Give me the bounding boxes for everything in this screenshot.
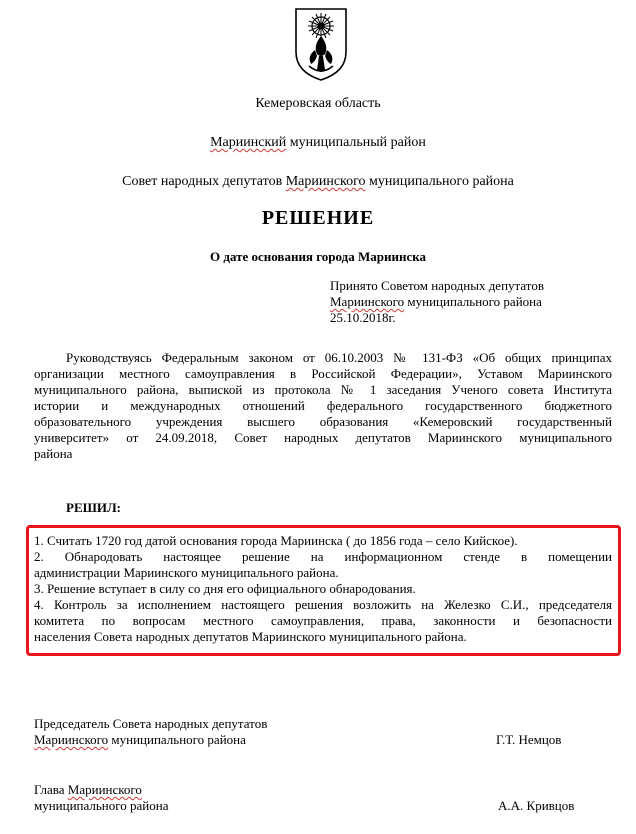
council-title (0, 174, 636, 190)
resolution-item-1: 1. Считать 1720 год датой основания города Мариинска ( до 1856 года – село Кийское). (34, 533, 518, 548)
preamble-line: муниципального района, выпиской из протокола № 1 заседания Ученого совета Института (34, 382, 612, 397)
chair-title-word: Мариинского (34, 732, 109, 747)
preamble-line: Руководствуясь Федеральным законом от 06.10.2003 № 131-ФЗ «Об общих принципах (66, 350, 612, 365)
head-name: А.А. Кривцов (498, 798, 575, 813)
preamble-line: университет» от 24.09.2018, Совет народных депутатов Мариинского муниципального (34, 430, 612, 445)
district-title (0, 135, 636, 151)
chair-title-line-1: Председатель Совета народных депутатов (34, 716, 268, 731)
preamble-line: образовательного учреждения высшего образования «Кемеровский государственный (34, 414, 612, 429)
resolution-item-2: 2. Обнародовать настоящее решение на информационном стенде в помещении (34, 549, 612, 564)
resolution-item-4-end: населения Совета народных депутатов Мариинского муниципального района. (34, 629, 467, 644)
preamble-line: района (34, 446, 73, 461)
preamble-paragraph (34, 350, 612, 462)
district-title-word: Мариинский (210, 135, 287, 150)
head-title-line-2: муниципального района (34, 798, 169, 813)
region-title: Кемеровская область (255, 96, 381, 111)
coat-of-arms-emblem (293, 6, 349, 82)
council-title-prefix: Совет народных депутатов (122, 174, 286, 189)
document-subject: О дате основания города Мариинска (209, 249, 427, 264)
head-title-word: Мариинского (67, 782, 142, 797)
accepted-line-1: Принято Советом народных депутатов (330, 278, 544, 293)
chair-name: Г.Т. Немцов (496, 732, 562, 747)
chair-title-line-2 (34, 732, 267, 748)
resolution-item-4: 4. Контроль за исполнением настоящего решения возложить на Железко С.И., председателя (34, 597, 612, 612)
district-title-rest: муниципальный район (286, 135, 426, 150)
head-title-line-1 (34, 782, 168, 798)
resolution-item-4-cont: комитета по вопросам местного самоуправления, права, законности и безопасности (34, 613, 612, 628)
document-type-heading: РЕШЕНИЕ (261, 207, 375, 229)
resolution-item-2-cont: администрации Мариинского муниципального района. (34, 565, 339, 580)
accepted-block (330, 278, 544, 326)
accepted-line-2 (330, 294, 544, 310)
preamble-line: организации местного самоуправления в Российской Федерации», Уставом Мариинского (34, 366, 612, 381)
resolution-item-3: 3. Решение вступает в силу со дня его официального обнародования. (34, 581, 416, 596)
head-signature-block (34, 782, 168, 814)
resolution-items (34, 533, 612, 645)
accepted-line-2-word: Мариинского (330, 294, 405, 309)
resolved-label: РЕШИЛ: (66, 500, 122, 515)
accepted-line-2-rest: муниципального района (404, 294, 542, 309)
head-title-prefix: Глава (34, 782, 68, 797)
accepted-date: 25.10.2018г. (330, 310, 396, 325)
council-title-word: Мариинского (285, 174, 366, 189)
council-title-suffix: муниципального района (365, 174, 514, 189)
chair-title-rest: муниципального района (108, 732, 246, 747)
preamble-line: истории и международных отношений федерального государственного бюджетного (34, 398, 612, 413)
chair-signature-block (34, 716, 267, 748)
